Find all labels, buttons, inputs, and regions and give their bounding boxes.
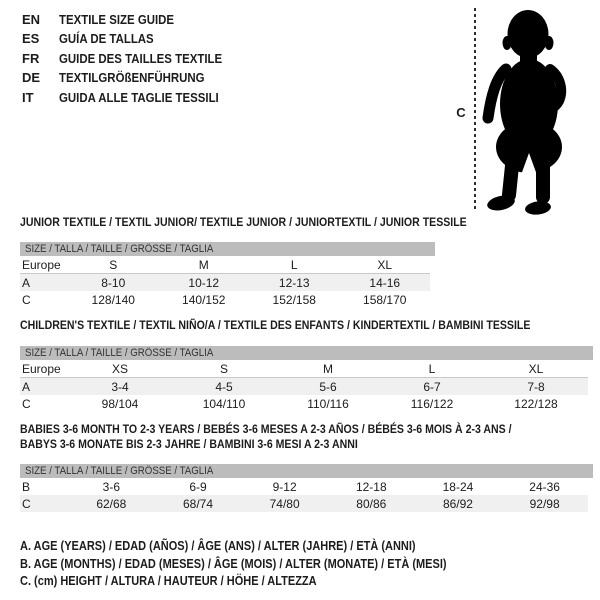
footnote-age-years: A. AGE (YEARS) / EDAD (AÑOS) / ÂGE (ANS) / ALTER (JAHRE) / ETÀ (ANNI) — [20, 539, 416, 553]
language-code: FR — [22, 50, 40, 66]
table-cell: 10-12 — [159, 274, 250, 292]
table-cell: 116/122 — [410, 396, 454, 411]
height-measure-figure — [450, 0, 600, 220]
table-cell: 14-16 — [340, 274, 431, 292]
table-cell: XL — [484, 360, 588, 378]
row-label: C — [22, 292, 31, 307]
table-row — [20, 256, 430, 274]
table-row — [20, 495, 588, 512]
row-label: Europe — [20, 256, 68, 274]
table-cell: 80/86 — [328, 495, 415, 512]
table-cell: 24-36 — [529, 479, 560, 494]
table-cell: 158/170 — [363, 292, 407, 307]
row-label: C — [20, 495, 68, 512]
table-cell: S — [172, 360, 276, 378]
table-cell: M — [276, 360, 380, 378]
language-code: IT — [22, 89, 34, 105]
language-row-es — [22, 29, 244, 48]
table-cell: M — [159, 256, 250, 274]
table-cell: 110/116 — [307, 396, 349, 411]
size-header-bar — [20, 464, 593, 478]
height-dashed-line — [474, 8, 476, 210]
row-label: Europe — [20, 360, 68, 378]
row-label: C — [22, 396, 31, 411]
table-row — [20, 360, 588, 378]
table-cell: XL — [340, 256, 431, 274]
babies-size-table — [20, 478, 588, 512]
table-cell: 18-24 — [442, 479, 474, 494]
table-row — [20, 274, 430, 292]
table-cell: 5-6 — [276, 378, 380, 396]
table-cell: 7-8 — [484, 378, 588, 396]
row-label: A — [20, 378, 68, 396]
table-cell: L — [249, 256, 340, 274]
section-title-line2: BABYS 3-6 MONATE BIS 2-3 JAHRE / BAMBINI 3-6 MESI A 2-3 ANNI — [20, 437, 358, 451]
size-header-text: SIZE / TALLA / TAILLE / GRÖSSE / TAGLIA — [25, 465, 214, 477]
table-cell: 6-7 — [380, 378, 484, 396]
row-label: B — [22, 479, 31, 494]
table-cell: 74/80 — [241, 495, 328, 512]
table-cell: 3-6 — [102, 479, 120, 494]
language-code: ES — [22, 31, 40, 47]
footnote-height: C. (cm) HEIGHT / ALTURA / HAUTEUR / HÖHE / ALTEZZA — [20, 574, 317, 588]
table-cell: 122/128 — [514, 396, 558, 411]
table-cell: 12-13 — [249, 274, 340, 292]
footnote-age-months: B. AGE (MONTHS) / EDAD (MESES) / ÂGE (MOIS) / ALTER (MONATE) / ETÀ (MESI) — [20, 556, 447, 571]
section-childrens-textile — [20, 318, 588, 412]
table-cell: 152/158 — [272, 292, 316, 307]
size-header-bar — [20, 346, 593, 360]
language-row-fr — [22, 49, 244, 68]
table-cell: 128/140 — [91, 292, 135, 307]
table-cell: 4-5 — [172, 378, 276, 396]
table-row — [20, 291, 430, 308]
section-title: JUNIOR TEXTILE / TEXTIL JUNIOR/ TEXTILE JUNIOR / JUNIORTEXTIL / JUNIOR TESSILE — [20, 215, 467, 229]
language-code: DE — [22, 70, 41, 86]
table-cell: 92/98 — [501, 495, 588, 512]
table-cell: 86/92 — [415, 495, 502, 512]
table-cell: 8-10 — [68, 274, 159, 292]
section-title: CHILDREN'S TEXTILE / TEXTIL NIÑO/A / TEXTILE DES ENFANTS / KINDERTEXTIL / BAMBINI TESSILE — [20, 318, 531, 332]
table-cell: 68/74 — [155, 495, 242, 512]
row-label: A — [20, 274, 68, 292]
height-measure-label: C — [456, 105, 466, 120]
baby-silhouette-icon — [478, 6, 598, 216]
table-cell: 6-9 — [189, 479, 207, 494]
table-cell: 9-12 — [272, 479, 297, 494]
language-title: TEXTILGRÖßENFÜHRUNG — [59, 70, 205, 86]
table-cell: 140/152 — [182, 292, 226, 307]
table-cell: 12-18 — [355, 479, 387, 494]
language-title: GUIDA ALLE TAGLIE TESSILI — [59, 89, 219, 105]
language-row-de — [22, 68, 244, 87]
size-header-bar — [20, 242, 435, 256]
table-row — [20, 395, 588, 412]
table-row — [20, 478, 588, 495]
table-row — [20, 378, 588, 396]
table-cell: 98/104 — [101, 396, 139, 411]
table-cell: XS — [68, 360, 172, 378]
size-header-text: SIZE / TALLA / TAILLE / GRÖSSE / TAGLIA — [25, 347, 214, 359]
size-header-text: SIZE / TALLA / TAILLE / GRÖSSE / TAGLIA — [25, 243, 214, 255]
language-row-en — [22, 10, 244, 29]
table-cell: L — [380, 360, 484, 378]
language-title: GUÍA DE TALLAS — [59, 31, 154, 47]
children-size-table — [20, 360, 588, 412]
language-code: EN — [22, 12, 41, 27]
table-cell: 3-4 — [68, 378, 172, 396]
table-cell: 62/68 — [68, 495, 155, 512]
section-title-line1: BABIES 3-6 MONTH TO 2-3 YEARS / BEBÉS 3-6 MESES A 2-3 AÑOS / BÉBÉS 3-6 MOIS À 2-3 ANS / — [20, 422, 512, 436]
language-row-it — [22, 88, 244, 107]
language-title-list — [22, 10, 244, 107]
footnote-legend — [20, 538, 505, 591]
language-title: TEXTILE SIZE GUIDE — [59, 12, 175, 27]
table-cell: S — [68, 256, 159, 274]
junior-size-table — [20, 256, 430, 308]
section-junior-textile — [20, 215, 467, 308]
language-title: GUIDE DES TAILLES TEXTILE — [59, 50, 223, 66]
table-cell: 104/110 — [202, 396, 246, 411]
section-babies-textile — [20, 422, 588, 512]
